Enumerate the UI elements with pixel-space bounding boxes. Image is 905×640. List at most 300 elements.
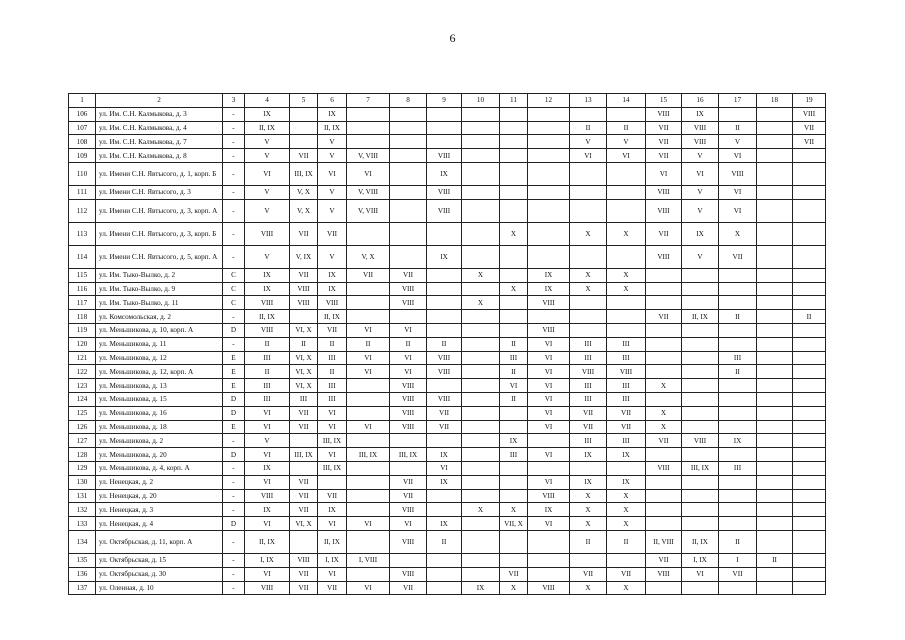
value-cell	[682, 351, 719, 365]
value-cell	[757, 245, 793, 268]
value-cell	[607, 107, 646, 121]
value-cell	[528, 567, 570, 581]
value-cell	[646, 489, 682, 503]
value-cell: III	[607, 434, 646, 448]
value-cell	[793, 448, 826, 462]
table-row	[69, 149, 826, 163]
value-cell	[646, 296, 682, 310]
value-cell	[347, 121, 390, 135]
value-cell	[757, 310, 793, 324]
table-row	[69, 581, 826, 595]
value-cell: IX	[245, 503, 290, 517]
address-cell: ул. Им. Тыко-Вылко, д. 11	[96, 296, 223, 310]
category-cell: -	[223, 475, 245, 489]
value-cell	[462, 475, 500, 489]
value-cell	[793, 406, 826, 420]
value-cell: V	[318, 245, 347, 268]
category-cell: D	[223, 517, 245, 531]
table-row	[69, 365, 826, 379]
category-cell: -	[223, 121, 245, 135]
value-cell	[462, 420, 500, 434]
value-cell: II	[245, 337, 290, 351]
value-cell: III, IX	[390, 448, 427, 462]
value-cell	[682, 268, 719, 282]
value-cell: V	[318, 199, 347, 222]
value-cell	[528, 222, 570, 245]
value-cell: VI, X	[290, 351, 318, 365]
value-cell: VI	[245, 162, 290, 185]
value-cell: VIII	[682, 135, 719, 149]
value-cell	[462, 406, 500, 420]
column-number-18: 18	[757, 94, 793, 108]
value-cell: X	[570, 489, 607, 503]
row-number-cell: 126	[69, 420, 96, 434]
value-cell	[427, 434, 462, 448]
value-cell	[607, 199, 646, 222]
value-cell: V	[682, 245, 719, 268]
value-cell: II	[500, 392, 528, 406]
value-cell: IX	[318, 107, 347, 121]
value-cell	[719, 296, 757, 310]
value-cell: VI	[245, 517, 290, 531]
column-number-15: 15	[646, 94, 682, 108]
value-cell	[682, 406, 719, 420]
value-cell	[347, 530, 390, 553]
column-number-13: 13	[570, 94, 607, 108]
table-row	[69, 489, 826, 503]
value-cell: VI	[318, 420, 347, 434]
value-cell: VI	[347, 162, 390, 185]
value-cell: VI	[528, 379, 570, 393]
value-cell: VI	[390, 351, 427, 365]
value-cell: VI	[390, 365, 427, 379]
value-cell	[500, 475, 528, 489]
value-cell	[347, 107, 390, 121]
value-cell	[462, 351, 500, 365]
value-cell	[719, 420, 757, 434]
value-cell	[646, 351, 682, 365]
value-cell: X	[646, 420, 682, 434]
value-cell	[462, 530, 500, 553]
value-cell	[500, 530, 528, 553]
value-cell	[390, 121, 427, 135]
value-cell	[390, 245, 427, 268]
value-cell: V, VIII	[347, 185, 390, 199]
value-cell: VIII	[646, 185, 682, 199]
value-cell	[500, 162, 528, 185]
value-cell: IX	[427, 245, 462, 268]
value-cell: V	[719, 135, 757, 149]
value-cell	[682, 392, 719, 406]
value-cell: VIII	[646, 567, 682, 581]
value-cell	[427, 107, 462, 121]
value-cell	[500, 135, 528, 149]
column-number-10: 10	[462, 94, 500, 108]
column-number-7: 7	[347, 94, 390, 108]
value-cell: IX	[682, 222, 719, 245]
value-cell: VII	[390, 475, 427, 489]
address-cell: ул. Меньшикова, д. 4, корп. А	[96, 461, 223, 475]
value-cell: IX	[570, 448, 607, 462]
value-cell	[390, 162, 427, 185]
value-cell: VII	[290, 475, 318, 489]
value-cell: VIII	[719, 162, 757, 185]
table-row	[69, 461, 826, 475]
address-cell: ул. Им. С.Н. Калмыкова, д. 3	[96, 107, 223, 121]
value-cell: IX	[318, 268, 347, 282]
value-cell: VII	[646, 222, 682, 245]
value-cell	[607, 323, 646, 337]
value-cell	[528, 310, 570, 324]
value-cell: VIII	[245, 489, 290, 503]
value-cell: X	[570, 503, 607, 517]
value-cell: VIII	[646, 461, 682, 475]
value-cell: VII	[318, 323, 347, 337]
value-cell	[427, 268, 462, 282]
table-row	[69, 162, 826, 185]
row-number-cell: 118	[69, 310, 96, 324]
value-cell	[528, 121, 570, 135]
row-number-cell: 133	[69, 517, 96, 531]
value-cell	[646, 475, 682, 489]
value-cell	[793, 392, 826, 406]
value-cell: VII, X	[500, 517, 528, 531]
value-cell: VI	[245, 406, 290, 420]
value-cell	[793, 351, 826, 365]
value-cell: V, VIII	[347, 199, 390, 222]
value-cell	[646, 337, 682, 351]
value-cell: X	[646, 379, 682, 393]
value-cell	[757, 222, 793, 245]
table-row	[69, 517, 826, 531]
value-cell: VII	[646, 310, 682, 324]
value-cell	[757, 121, 793, 135]
value-cell: III	[570, 392, 607, 406]
address-cell: ул. Меньшикова, д. 18	[96, 420, 223, 434]
value-cell	[500, 553, 528, 567]
value-cell: VI	[500, 379, 528, 393]
value-cell	[500, 199, 528, 222]
value-cell	[570, 185, 607, 199]
value-cell: VII	[646, 135, 682, 149]
row-number-cell: 127	[69, 434, 96, 448]
value-cell: X	[570, 282, 607, 296]
value-cell: VI	[347, 365, 390, 379]
value-cell	[682, 420, 719, 434]
category-cell: E	[223, 420, 245, 434]
value-cell	[390, 461, 427, 475]
column-number-11: 11	[500, 94, 528, 108]
address-cell: ул. Меньшикова, д. 2	[96, 434, 223, 448]
row-number-cell: 107	[69, 121, 96, 135]
value-cell: VIII	[390, 420, 427, 434]
table-row	[69, 323, 826, 337]
value-cell: IX	[462, 581, 500, 595]
value-cell	[793, 503, 826, 517]
value-cell	[500, 323, 528, 337]
value-cell: VIII	[390, 379, 427, 393]
value-cell	[290, 461, 318, 475]
value-cell: V	[682, 149, 719, 163]
value-cell	[390, 222, 427, 245]
value-cell: V, IX	[290, 245, 318, 268]
category-cell: -	[223, 553, 245, 567]
address-cell: ул. Им. Тыко-Вылко, д. 2	[96, 268, 223, 282]
row-number-cell: 117	[69, 296, 96, 310]
row-number-cell: 120	[69, 337, 96, 351]
value-cell: VI	[528, 406, 570, 420]
column-number-5: 5	[290, 94, 318, 108]
value-cell: VII	[607, 567, 646, 581]
value-cell: II	[719, 310, 757, 324]
table-row	[69, 475, 826, 489]
value-cell	[427, 135, 462, 149]
value-cell: VIII	[528, 296, 570, 310]
value-cell	[500, 296, 528, 310]
value-cell: VI	[528, 392, 570, 406]
value-cell: VI	[719, 199, 757, 222]
value-cell	[462, 135, 500, 149]
category-cell: E	[223, 351, 245, 365]
value-cell	[682, 517, 719, 531]
value-cell: III	[290, 392, 318, 406]
value-cell	[390, 434, 427, 448]
value-cell: III	[245, 392, 290, 406]
value-cell: III	[607, 337, 646, 351]
value-cell	[427, 379, 462, 393]
value-cell: VIII	[646, 107, 682, 121]
row-number-cell: 108	[69, 135, 96, 149]
value-cell: VII	[290, 420, 318, 434]
category-cell: C	[223, 296, 245, 310]
value-cell	[462, 517, 500, 531]
value-cell: VI	[318, 567, 347, 581]
row-number-cell: 111	[69, 185, 96, 199]
category-cell: -	[223, 503, 245, 517]
value-cell	[757, 351, 793, 365]
value-cell: VIII	[427, 185, 462, 199]
column-number-9: 9	[427, 94, 462, 108]
value-cell: X	[462, 296, 500, 310]
value-cell: IX	[427, 162, 462, 185]
value-cell: III, IX	[682, 461, 719, 475]
value-cell: III	[500, 351, 528, 365]
value-cell: I	[719, 553, 757, 567]
value-cell	[390, 149, 427, 163]
category-cell: D	[223, 392, 245, 406]
value-cell: II	[390, 337, 427, 351]
value-cell: II, IX	[318, 530, 347, 553]
table-row	[69, 530, 826, 553]
table-row	[69, 434, 826, 448]
category-cell: -	[223, 107, 245, 121]
value-cell	[528, 162, 570, 185]
value-cell: IX	[607, 448, 646, 462]
value-cell	[757, 282, 793, 296]
value-cell	[390, 199, 427, 222]
value-cell: V	[318, 135, 347, 149]
value-cell	[427, 581, 462, 595]
value-cell: VI	[347, 351, 390, 365]
value-cell: VIII	[245, 296, 290, 310]
table-row	[69, 135, 826, 149]
address-cell: ул. Меньшикова, д. 16	[96, 406, 223, 420]
address-cell: ул. Им. С.Н. Калмыкова, д. 7	[96, 135, 223, 149]
value-cell: V	[245, 185, 290, 199]
value-cell: VI	[245, 448, 290, 462]
value-cell: III	[318, 379, 347, 393]
value-cell: III, IX	[318, 434, 347, 448]
value-cell: X	[607, 517, 646, 531]
value-cell	[682, 379, 719, 393]
value-cell: X	[570, 581, 607, 595]
value-cell	[757, 379, 793, 393]
value-cell	[719, 406, 757, 420]
value-cell	[719, 268, 757, 282]
value-cell: X	[462, 268, 500, 282]
value-cell	[570, 199, 607, 222]
value-cell: II	[245, 365, 290, 379]
address-cell: ул. Ненецкая, д. 4	[96, 517, 223, 531]
category-cell: E	[223, 379, 245, 393]
value-cell	[290, 310, 318, 324]
value-cell: VIII	[682, 434, 719, 448]
value-cell	[500, 420, 528, 434]
address-cell: ул. Имени С.Н. Явтысого, д. 3	[96, 185, 223, 199]
value-cell: II, IX	[318, 310, 347, 324]
value-cell: VIII	[528, 323, 570, 337]
value-cell: IX	[245, 268, 290, 282]
value-cell: X	[646, 406, 682, 420]
value-cell: VIII	[646, 245, 682, 268]
value-cell: X	[500, 503, 528, 517]
value-cell: V	[607, 135, 646, 149]
category-cell: C	[223, 282, 245, 296]
value-cell: X	[500, 581, 528, 595]
value-cell: II	[793, 310, 826, 324]
value-cell: II	[719, 121, 757, 135]
value-cell: II	[570, 121, 607, 135]
value-cell: VII	[570, 406, 607, 420]
value-cell	[719, 475, 757, 489]
value-cell: VI	[528, 351, 570, 365]
value-cell: VIII	[390, 282, 427, 296]
value-cell	[682, 282, 719, 296]
column-number-1: 1	[69, 94, 96, 108]
value-cell: VIII	[570, 365, 607, 379]
category-cell: -	[223, 245, 245, 268]
value-cell	[793, 185, 826, 199]
value-cell: VI	[318, 448, 347, 462]
column-number-14: 14	[607, 94, 646, 108]
value-cell	[462, 567, 500, 581]
row-number-cell: 124	[69, 392, 96, 406]
value-cell	[528, 135, 570, 149]
category-cell: -	[223, 135, 245, 149]
value-cell	[462, 107, 500, 121]
value-cell: VI	[245, 567, 290, 581]
value-cell	[347, 406, 390, 420]
value-cell: VII	[570, 567, 607, 581]
value-cell	[646, 268, 682, 282]
value-cell: VI	[528, 517, 570, 531]
value-cell: X	[607, 489, 646, 503]
table-row	[69, 448, 826, 462]
value-cell: VII	[290, 222, 318, 245]
value-cell: V, X	[290, 199, 318, 222]
value-cell	[462, 185, 500, 199]
row-number-cell: 110	[69, 162, 96, 185]
column-number-19: 19	[793, 94, 826, 108]
value-cell: IX	[528, 268, 570, 282]
table-row	[69, 296, 826, 310]
value-cell	[427, 553, 462, 567]
address-cell: ул. Меньшикова, д. 13	[96, 379, 223, 393]
value-cell: VI	[347, 517, 390, 531]
value-cell: VI	[318, 406, 347, 420]
row-number-cell: 113	[69, 222, 96, 245]
value-cell: III	[607, 379, 646, 393]
value-cell	[462, 379, 500, 393]
value-cell	[682, 448, 719, 462]
value-cell: VI	[318, 517, 347, 531]
value-cell: VII	[290, 149, 318, 163]
category-cell: C	[223, 268, 245, 282]
table-row	[69, 503, 826, 517]
value-cell	[682, 489, 719, 503]
value-cell: IX	[528, 282, 570, 296]
value-cell	[462, 310, 500, 324]
value-cell: VIII	[318, 296, 347, 310]
value-cell: VII	[646, 149, 682, 163]
value-cell	[719, 448, 757, 462]
value-cell	[757, 162, 793, 185]
row-number-cell: 132	[69, 503, 96, 517]
address-cell: ул. Меньшикова, д. 11	[96, 337, 223, 351]
column-number-16: 16	[682, 94, 719, 108]
value-cell	[757, 581, 793, 595]
value-cell	[427, 323, 462, 337]
table-row	[69, 199, 826, 222]
value-cell: VII	[290, 489, 318, 503]
value-cell	[390, 310, 427, 324]
value-cell	[427, 503, 462, 517]
category-cell: -	[223, 185, 245, 199]
value-cell: III	[318, 351, 347, 365]
address-cell: ул. Ненецкая, д. 20	[96, 489, 223, 503]
value-cell: II	[570, 530, 607, 553]
value-cell	[290, 135, 318, 149]
value-cell	[570, 553, 607, 567]
value-cell: IX	[427, 517, 462, 531]
value-cell	[290, 121, 318, 135]
value-cell	[719, 503, 757, 517]
value-cell	[793, 268, 826, 282]
value-cell: II	[719, 365, 757, 379]
column-number-12: 12	[528, 94, 570, 108]
row-number-cell: 134	[69, 530, 96, 553]
value-cell: VIII	[528, 581, 570, 595]
value-cell: X	[570, 222, 607, 245]
address-cell: ул. Им. С.Н. Калмыкова, д. 8	[96, 149, 223, 163]
value-cell: VIII	[245, 323, 290, 337]
value-cell: III, IX	[290, 448, 318, 462]
row-number-cell: 122	[69, 365, 96, 379]
value-cell: VII	[646, 121, 682, 135]
value-cell	[682, 503, 719, 517]
value-cell	[462, 392, 500, 406]
value-cell	[462, 245, 500, 268]
